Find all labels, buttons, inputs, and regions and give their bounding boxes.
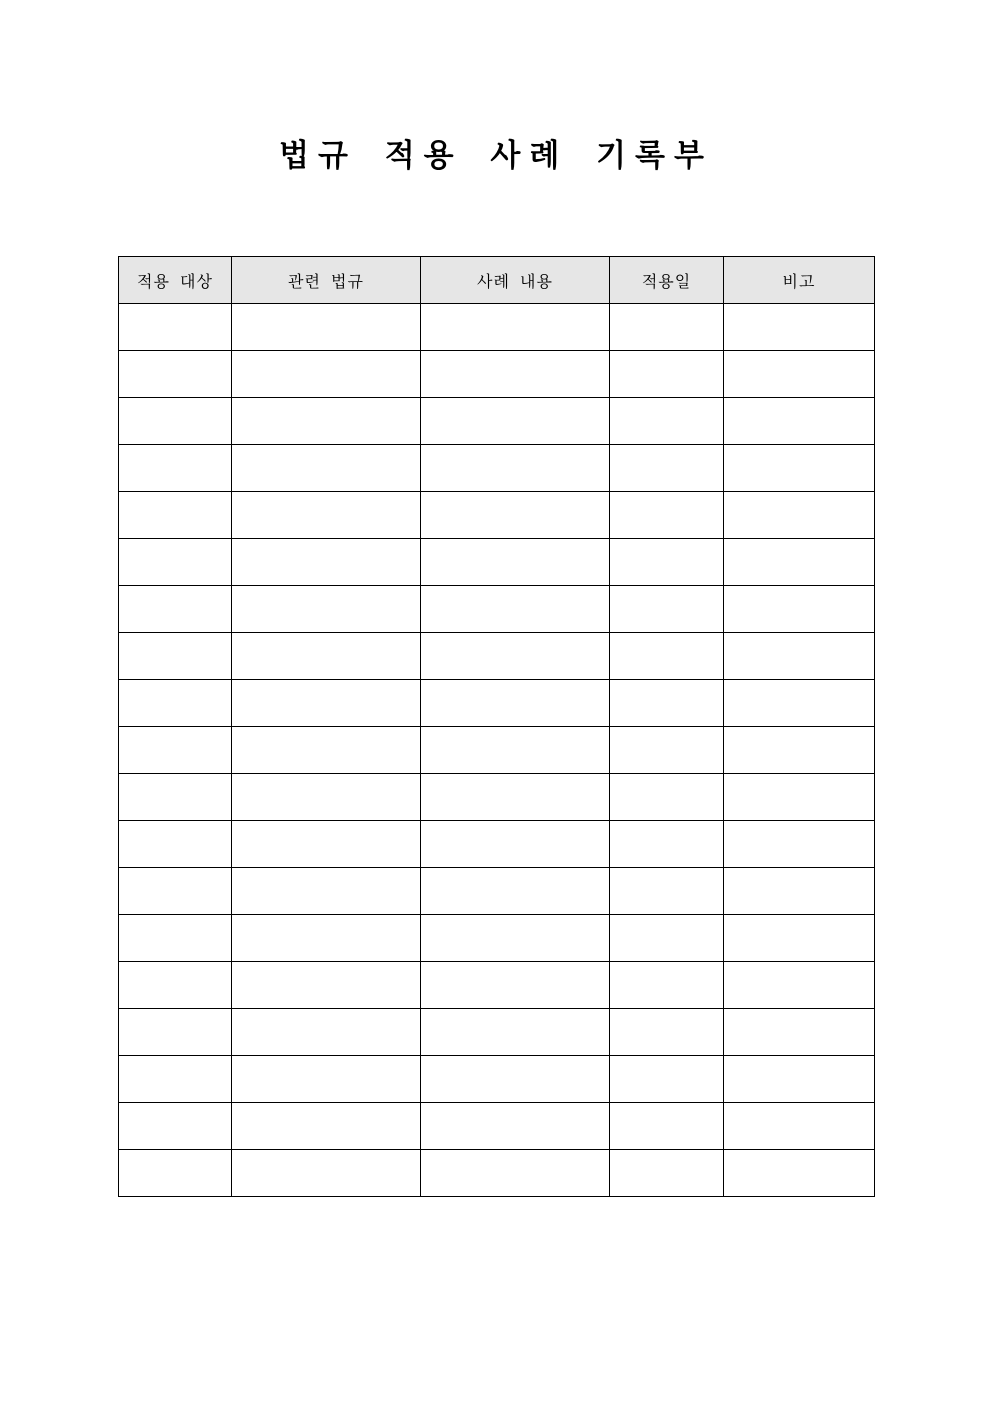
cell-remarks	[724, 1150, 875, 1197]
cell-applied-date	[610, 821, 724, 868]
cell-remarks	[724, 445, 875, 492]
cell-applied-date	[610, 304, 724, 351]
cell-remarks	[724, 586, 875, 633]
cell-case-content	[421, 304, 610, 351]
cell-remarks	[724, 398, 875, 445]
table-row	[119, 492, 875, 539]
cell-target	[119, 680, 232, 727]
table-body	[119, 304, 875, 1197]
cell-related-law	[232, 915, 421, 962]
cell-case-content	[421, 1103, 610, 1150]
cell-applied-date	[610, 680, 724, 727]
cell-case-content	[421, 962, 610, 1009]
cell-remarks	[724, 680, 875, 727]
cell-target	[119, 398, 232, 445]
cell-target	[119, 1009, 232, 1056]
cell-related-law	[232, 1056, 421, 1103]
cell-target	[119, 1150, 232, 1197]
cell-applied-date	[610, 774, 724, 821]
table-row	[119, 1150, 875, 1197]
cell-applied-date	[610, 868, 724, 915]
cell-target	[119, 821, 232, 868]
cell-target	[119, 445, 232, 492]
cell-applied-date	[610, 351, 724, 398]
cell-remarks	[724, 492, 875, 539]
cell-applied-date	[610, 398, 724, 445]
cell-related-law	[232, 1103, 421, 1150]
cell-related-law	[232, 492, 421, 539]
table-row	[119, 680, 875, 727]
cell-applied-date	[610, 1009, 724, 1056]
header-related-law: 관련 법규	[232, 257, 421, 304]
table-row	[119, 727, 875, 774]
cell-applied-date	[610, 962, 724, 1009]
cell-related-law	[232, 680, 421, 727]
cell-case-content	[421, 633, 610, 680]
cell-case-content	[421, 915, 610, 962]
cell-case-content	[421, 351, 610, 398]
cell-applied-date	[610, 586, 724, 633]
cell-remarks	[724, 915, 875, 962]
cell-applied-date	[610, 915, 724, 962]
cell-applied-date	[610, 1056, 724, 1103]
cell-related-law	[232, 1009, 421, 1056]
cell-related-law	[232, 586, 421, 633]
cell-remarks	[724, 351, 875, 398]
cell-case-content	[421, 868, 610, 915]
cell-applied-date	[610, 539, 724, 586]
cell-remarks	[724, 1103, 875, 1150]
table-row	[119, 915, 875, 962]
cell-related-law	[232, 1150, 421, 1197]
cell-case-content	[421, 492, 610, 539]
cell-case-content	[421, 774, 610, 821]
cell-target	[119, 586, 232, 633]
cell-case-content	[421, 398, 610, 445]
table-row	[119, 633, 875, 680]
cell-related-law	[232, 398, 421, 445]
table-row	[119, 1103, 875, 1150]
cell-target	[119, 492, 232, 539]
cell-case-content	[421, 1150, 610, 1197]
table-row	[119, 445, 875, 492]
table-row	[119, 962, 875, 1009]
cell-case-content	[421, 586, 610, 633]
table-row	[119, 821, 875, 868]
cell-remarks	[724, 868, 875, 915]
table-header	[119, 257, 875, 304]
cell-remarks	[724, 304, 875, 351]
cell-related-law	[232, 445, 421, 492]
cell-applied-date	[610, 633, 724, 680]
cell-remarks	[724, 539, 875, 586]
cell-case-content	[421, 821, 610, 868]
cell-remarks	[724, 1009, 875, 1056]
cell-case-content	[421, 1009, 610, 1056]
cell-remarks	[724, 962, 875, 1009]
table-row	[119, 1009, 875, 1056]
record-table	[118, 256, 875, 1197]
cell-related-law	[232, 821, 421, 868]
table-row	[119, 586, 875, 633]
cell-case-content	[421, 445, 610, 492]
cell-related-law	[232, 774, 421, 821]
page-title: 법규 적용 사례 기록부	[279, 138, 713, 174]
table-row	[119, 1056, 875, 1103]
cell-related-law	[232, 962, 421, 1009]
cell-remarks	[724, 774, 875, 821]
cell-remarks	[724, 821, 875, 868]
cell-target	[119, 351, 232, 398]
cell-applied-date	[610, 1150, 724, 1197]
table-row	[119, 868, 875, 915]
cell-case-content	[421, 727, 610, 774]
cell-remarks	[724, 633, 875, 680]
cell-target	[119, 868, 232, 915]
cell-related-law	[232, 727, 421, 774]
cell-target	[119, 727, 232, 774]
cell-applied-date	[610, 1103, 724, 1150]
cell-case-content	[421, 680, 610, 727]
cell-case-content	[421, 1056, 610, 1103]
cell-related-law	[232, 868, 421, 915]
cell-related-law	[232, 539, 421, 586]
cell-target	[119, 1103, 232, 1150]
cell-related-law	[232, 633, 421, 680]
cell-case-content	[421, 539, 610, 586]
header-applied-date: 적용일	[610, 257, 724, 304]
cell-target	[119, 304, 232, 351]
cell-remarks	[724, 1056, 875, 1103]
table-row	[119, 304, 875, 351]
cell-applied-date	[610, 727, 724, 774]
cell-target	[119, 1056, 232, 1103]
header-target: 적용 대상	[119, 257, 232, 304]
cell-related-law	[232, 351, 421, 398]
cell-target	[119, 774, 232, 821]
table-row	[119, 351, 875, 398]
cell-related-law	[232, 304, 421, 351]
cell-applied-date	[610, 492, 724, 539]
cell-applied-date	[610, 445, 724, 492]
header-remarks: 비고	[724, 257, 875, 304]
cell-target	[119, 633, 232, 680]
cell-target	[119, 915, 232, 962]
header-case-content: 사례 내용	[421, 257, 610, 304]
table-row	[119, 539, 875, 586]
header-row	[119, 257, 875, 304]
table-row	[119, 398, 875, 445]
cell-target	[119, 539, 232, 586]
cell-target	[119, 962, 232, 1009]
table-row	[119, 774, 875, 821]
cell-remarks	[724, 727, 875, 774]
